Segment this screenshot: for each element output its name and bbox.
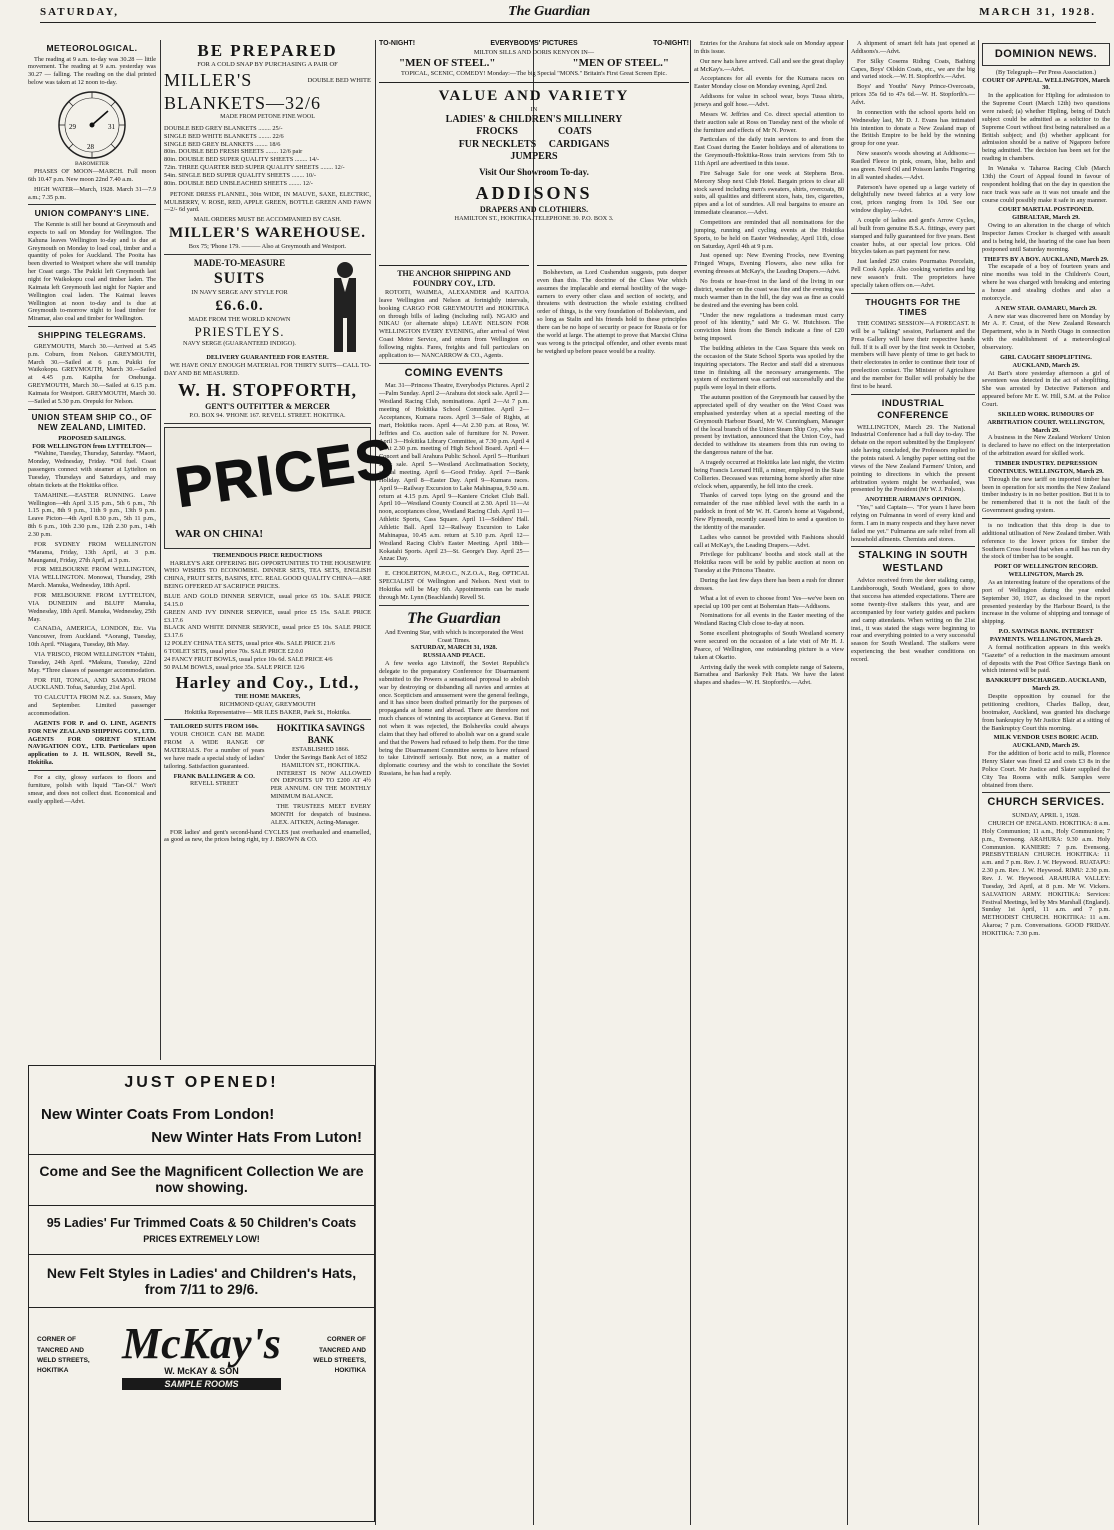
mckay-corner-left: CORNER OF TANCRED AND WELD STREETS, HOKITIKA [37, 1336, 90, 1375]
blanket-list [164, 125, 371, 188]
milk-heading: MILK VENDOR USES BORIC ACID. AUCKLAND, March 29. [993, 734, 1099, 750]
visit-showroom: Visit Our Showroom To-day. [479, 166, 589, 177]
list-item: 50 PALM BOWLS, usual price 35s. SALE PRICE 12/6 [164, 663, 305, 671]
millers-sub: DOUBLE BED WHITE [307, 76, 371, 84]
list-item: DOUBLE BED GREY BLANKETS ........ 25/- [164, 124, 283, 132]
news-item: For Silky Cosems Riding Coats, Bathing Capes, Boys' Oilskin Coats, etc., we are the big and varied stock.—W. H. Stopforth's.—Advt. [851, 57, 975, 81]
column-local-news [694, 40, 844, 1525]
news-item: Acceptances for all events for the Kumara races on Easter Monday close on Monday evening, April 2nd. [694, 75, 844, 91]
savings-bank-interest: INTEREST IS NOW ALLOWED ON DEPOSITS UP TO £200 AT 4½ PER ANNUM. ON THE MONTHLY MINIMUM BALANCE. [270, 769, 371, 801]
shipping-telegrams-heading: SHIPPING TELEGRAMS. [37, 330, 147, 341]
harley-rep: Hokitika Representative— MR ILES BAKER, Park St., Hokitika. [184, 708, 351, 716]
come-and-see: Come and See the Magnificent Collection We are now showing. [39, 1163, 364, 1195]
news-item: A shipment of smart felt hats just opened at Addisons's.—Advt. [851, 40, 975, 55]
column-rule [690, 40, 691, 1525]
column-rule [160, 40, 161, 1060]
news-item: Just landed 250 crates Pourmatus Porcelain, Pell Cook Apple. Also cooking varieties and big new season's fruit. The proprietors have specially taken offers on.—Advt. [851, 258, 975, 289]
harley-address: RICHMOND QUAY, GREYMOUTH [219, 700, 316, 708]
high-water: HIGH WATER—March, 1928. March 31—7.9 a.m.; 7.35 p.m. [28, 185, 156, 201]
millers-warehouse: MILLER'S WAREHOUSE. [168, 225, 367, 242]
svg-text:31: 31 [108, 123, 115, 132]
news-item: Arriving daily the week with complete range of Sateens, Barrathea and Barkesky Felt Hats. We have the latest shapes and shades—W. H. Stopforth's.—Advt. [694, 663, 844, 687]
savings-bank-trustees: THE TRUSTEES MEET EVERY MONTH for despatch of business. ALEX. AITKEN, Acting-Manager. [270, 802, 371, 826]
suits-line-3: IN NAVY SERGE ANY STYLE FOR [191, 289, 288, 297]
moon-phases: PHASES OF MOON—MARCH. Full moon 6th 10.47 p.m. New moon 22nd 7.40 a.m. [28, 167, 156, 183]
anchor-heading: THE ANCHOR SHIPPING AND FOUNDRY COY., LTD. [397, 269, 511, 288]
value-and-variety: VALUE AND VARIETY [438, 88, 630, 105]
for-wellington: FOR WELLINGTON from LYTTELTON— [32, 442, 152, 450]
shoplifting-text: At Bart's store yesterday afternoon a girl of seventeen was detected in the act of shoplifting. She was arrested by Detective Patterson and appeared before Mr E. W. Hill, S.M. at the Police Court. [982, 369, 1110, 408]
prepared-sub: FOR A COLD SNAP BY PURCHASING A PAIR OF [197, 61, 338, 69]
drapers-clothiers: DRAPERS AND CLOTHIERS. [479, 204, 589, 214]
gentleman-figure-icon [319, 258, 371, 354]
skilled-text: A business in the New Zealand Workers' Union is declared to have no effect on the interpretation of the arbitration award for skilled work. [982, 434, 1110, 458]
dominion-heading: DOMINION NEWS. [994, 48, 1098, 60]
prices-graphic [164, 425, 399, 549]
skilled-heading: SKILLED WORK. RUMOURS OF ARBITRATION COURT. WELLINGTON, March 29. [987, 410, 1105, 434]
news-item: Competitors are reminded that all nominations for the jumping, running and cycling events at the Hokitika Sports, to be held on Easter Wednesday, April 11th, close on Saturday, April 4th at 9 p.m. [694, 219, 844, 250]
savings-text: A formal notification appears in this week's "Gazette" of a reduction in the maximum amount of deposits with the Post Office Savings Bank on which interest will be paid. [982, 643, 1110, 675]
news-item: During the last few days there has been a rush for dinner dresses. [694, 577, 844, 592]
news-item: A tragedy occurred at Hokitika late last night, the victim being Francis Leonard Hill, a miner, employed in the State Collieries. Deceased was returning home shortly after nine o'clock when, apparently, he fell into the creek. [694, 458, 844, 490]
optician-text: E. CHOLERTON, M.P.O.C., N.Z.O.A., Reg. OPTICAL SPECIALIST Of Wellington and Nelson. Next visit to Hokitika will be May 6th. Appointments can be made through Mr. Lynn (Beachlands) Revell St. [379, 570, 529, 601]
list-item: 6 TOILET SETS, usual price 70s. SALE PRICE £2.0.0 [164, 648, 304, 656]
stalking-heading: STALKING IN SOUTH WESTLAND [858, 550, 968, 574]
news-item: "Under the new regulations a tradesman must carry proof of his identity," said Mr G. W. Hutchison. The conviction hints from the Bench indicate a fine of £20 being imposed. [694, 311, 844, 343]
frisco-text: VIA 'FRISCO, FROM WELLINGTON *Tahiti, Tuesday, 24th April. *Makura, Tuesday, 22nd May. *Three classes of passenger accommodation. [28, 651, 156, 674]
news-item: New season's woods showing at Addisons:—Rastled Fleece in pink, cream, blue, helio and sea green. Nerd Oil and Poisson lambs Fingering in all wanted shades.—Advt. [851, 150, 975, 181]
column-rule [375, 40, 376, 1525]
pictures-cast: MILTON SILLS AND DORIS KENYON IN— [473, 48, 595, 56]
frocks-coats: FROCKS COATS [476, 126, 592, 138]
news-item: Our new hats have arrived. Call and see the great display at McKay's.—Advt. [694, 57, 844, 73]
harley-intro: HARLEY'S ARE OFFERING BIG OPPORTUNITIES TO THE HOUSEWIFE WHO WISHES TO ECONOMISE. DINNER SETS, TEA SETS, ENGLISH CHINA, FRUIT SETS, BASINS, ETC. REAL GOOD QUALITY CHINA—ARE BEING OFFERED AT SACRIFICE PRICES. [164, 559, 371, 591]
thoughts-text: THE COMING SESSION—A FORECAST. It will be a "talking" session, Parliament and the Press Gallery will have their respective hands full. If it is all over by the first week in October, members will have plenty of time to get back to their electorates in order to continue their tour of preelection contact. The Minister of Agriculture and the member for Buller will probably be the first to be heard. [851, 320, 975, 390]
list-item: 54in. SINGLE BED SUPER QUALITY SHEETS ........ 10/- [164, 172, 316, 180]
column-rule [847, 40, 848, 1525]
mckays-advertisement [28, 1065, 375, 1522]
shipping-telegrams-text: GREYMOUTH, March 30.—Arrived at 5.45 p.m. Coburn, from Nelson. GREYMOUTH, March 30.—Sailed at 6 p.m. Pukiki for Waikokopu. GREYMOUTH, March 30.—Sailed at 4.45 p.m. Kaipiha for Onehunga. GREYMOUTH, March 30.—Sailed at 6.15 p.m. Kaimata for Westport. GREYMOUTH, March 30.—Sailed at 5.30 p.m. Orepuki for Nelson. [28, 342, 156, 405]
masthead-title: The Guardian [508, 4, 591, 19]
svg-text:29: 29 [69, 123, 76, 132]
guardian-sub: And Evening Star, with which is incorporated the West Coast Times. [384, 628, 524, 644]
ballinger-name: FRANK BALLINGER & CO. [173, 772, 255, 780]
men-of-steel-right: "MEN OF STEEL." [572, 56, 669, 69]
list-item: SINGLE BED GREY BLANKETS ........ 18/6 [164, 140, 281, 148]
suits-line-4: MADE FROM THE WORLD KNOWN [188, 315, 291, 323]
news-item: Ladies who cannot be provided with Fashions should call at McKay's, the Leading Drapers.—Advt. [694, 533, 844, 549]
sample-rooms: SAMPLE ROOMS [122, 1378, 281, 1390]
war-on-china: WAR ON CHINA! [175, 527, 263, 540]
thefts-heading: THEFTS BY A BOY. AUCKLAND, March 29. [983, 255, 1109, 263]
new-felt-styles: New Felt Styles in Ladies' and Children's Hats, from 7/11 to 29/6. [46, 1265, 357, 1297]
blankets-price: BLANKETS—32/6 [164, 92, 321, 113]
airman-heading: ANOTHER AIRMAN'S OPINION. [865, 496, 961, 504]
racing-text: In Wanaka v. Taharoa Racing Club (March 13th) the Court of Appeal found in favour of respondent holding that on the day in question the race track was safe as it was not unsafe and the course could possibly make it safe in any manner. [982, 165, 1110, 204]
suits-line-2: SUITS [213, 270, 266, 288]
calcutta-text: TO CALCUTTA FROM N.Z. s.s. Sussex, May and September. Limited passenger accommodation. [28, 694, 156, 718]
martial-heading: COURT MARTIAL POSTPONED. GIBRALTAR, March 29. [998, 206, 1094, 222]
mckay-logo: McKay's [122, 1319, 281, 1368]
industrial-text: WELLINGTON, March 29. The National Industrial Conference had a full day to-day. The debate on the report submitted by the Employers' side having concluded, the Professors replied to the points raised. A lengthy paper setting out the views of the New Zealand Farmers' Union, and pointing to directions in which the present arbitration system might be overhauled, was presented by the President (Mr W. J. Polson). [851, 423, 975, 494]
church-text: CHURCH OF ENGLAND. HOKITIKA: 8 a.m. Holy Communion; 11 a.m., Holy Communion; 7 p.m., Evensong. ARAHURA: 9.30 a.m. Holy Communion. KANIERE: 7 p.m. Evensong. PRESBYTERIAN CHURCH. HOKITIKA: 11 a.m. and 7 p.m. Rev. J. W. Heywood. RUATAPU: 2.30 p.m. Rev. J. W. Heywood. RIMU: 2.30 p.m. Rev. J. W. Heywood. ARAHURA VALLEY: Tuesday, 3rd April, at 8 p.m. Mr W. Vickers. SALVATION ARMY. HOKITIKA: Services: Festival Meetings, led by Mrs Marshall (England). Sunday 1st April, 11 a.m. and 7 p.m. METHODIST CHURCH. HOKITIKA: 11 a.m. Akaroa; 7 p.m. Conversations. GOOD FRIDAY. HOKITIKA: 7.30 p.m. [982, 819, 1110, 938]
bankrupt-text: Despite opposition by counsel for the petitioning creditors, Charles Ballop, dear, bootmaker, Auckland, was granted his discharge from bankruptcy by Mr Justice Blair at a sitting of the Bankruptcy Court this morning. [982, 693, 1110, 732]
dominion-sub: (By Telegraph—Per Press Association.) [995, 68, 1097, 76]
ladies-childrens-millinery: LADIES' & CHILDREN'S MILLINERY [445, 113, 623, 125]
mckay-logo-sub: W. McKAY & SON [164, 1366, 239, 1376]
uss-text: *Wahine, Tuesday, Thursday, Saturday. *Maori, Monday, Wednesday, Friday. *Oil fuel. Coast passengers connect with steamer at Lyttelton on Tuesday, Thursdays and Saturdays, and may obtain tickets at the Hokitika office. [28, 450, 156, 489]
news-item: A couple of ladies and gent's Arrow Cycles, all built from genuine B.S.A. fittings, every part stamped and fully guaranteed for five years. Best coaster hubs, at our special low prices. Old bicycles taken as part payment for new. [851, 217, 975, 256]
agents-text: AGENTS FOR P. and O. LINE, AGENTS FOR NEW ZEALAND SHIPPING COY., LTD. AGENTS FOR ORIENT STEAM NAVIGATION COY., LTD. Particulars upon application to J. H. WILSON, Revell St., Hokitika. [28, 719, 156, 767]
news-item: Entries for the Arahura fat stock sale on Monday appear in this issue. [694, 40, 844, 55]
new-star-text: A new star was discovered here on Monday by Mr A. F. Crust, of the New Zealand Research Department, who is in North Otago in connection with the establishment of a meteorological observatory. [982, 312, 1110, 351]
industrial-heading: INDUSTRIAL CONFERENCE [877, 397, 949, 421]
meteorological-heading: METEOROLOGICAL. [46, 43, 138, 53]
suits-line-7: WE HAVE ONLY ENOUGH MATERIAL FOR THIRTY SUITS—CALL TO-DAY AND BE MEASURED. [164, 361, 371, 377]
stalking-text: Advice received from the deer stalking camp, Landsborough, South Westland, goes to show that success has attended expectations. There are some twenty-five stalkers this year, and are accompanied by four variety guides and packers and camp attendants. When writing on the 21st inst., it was stated the stags were beginning to roar and everything pointed to a very successful season for South Westland. The stalkers were experiencing the best weather conditions on record. [851, 577, 975, 663]
polish-text: For a city, glossy surfaces to floors and furniture, polish with liquid "Tan-Ol." Won't smear, and does not collect dust. Economical and easily applied.—Advt. [28, 774, 156, 805]
masthead-date: MARCH 31, 1928. [979, 6, 1096, 18]
column-cinema-addisons [379, 40, 689, 260]
court-heading: COURT OF APPEAL. WELLINGTON, March 30. [982, 76, 1110, 92]
news-item: In connection with the school sports held on Wednesday last, Mr D. J. Evans has intimated his intention to donate a New Zealand map of the British Empire to be held by the winning group for one year. [851, 108, 975, 148]
just-opened: JUST OPENED! [124, 1074, 279, 1091]
dominion-box [982, 43, 1110, 66]
ladies-fur-coats: 95 Ladies' Fur Trimmed Coats & 50 Children's Coats [46, 1216, 357, 1230]
svg-text:28: 28 [87, 143, 94, 152]
column-rule [978, 40, 979, 1525]
jumpers: JUMPERS [510, 151, 558, 163]
timber-heading: TIMBER INDUSTRY. DEPRESSION CONTINUES. WELLINGTON, March 29. [988, 460, 1104, 475]
timber-text: Through the new tariff on imported timber has been in operation for six months the New Zealand timber industry is in no better position. But it is to be remembered that it is not the fault of the Government grading system. [982, 475, 1110, 515]
mail-orders: MAIL ORDERS MUST BE ACCOMPANIED BY CASH. [193, 216, 342, 224]
warehouse-sub: Box 75; 'Phone 179. ——— Also at Greymouth and Westport. [188, 242, 347, 250]
fiji-text: FOR FIJI, TONGA, AND SAMOA FROM AUCKLAND. Tofua, Saturday, 21st April. [28, 676, 156, 692]
news-item: Thanks of carved tops lying on the ground and the remainder of the ruse nibbled level with the earth in a paddock in front of Mr W. H. Caron's home at Vagabond, New Plymouth, recently caused him to send a question to the identity of the marauder. [694, 492, 844, 531]
proposed-sailings: PROPOSED SAILINGS. [58, 434, 126, 442]
choice-text: YOUR CHOICE CAN BE MADE FROM A WIDE RANGE OF MATERIALS. For a number of years we have made a special study of ladies' tailoring. Satisfaction guaranteed. [164, 731, 265, 770]
suits-line-1: MADE-TO-MEASURE [193, 257, 286, 268]
news-item: Nominations for all events in the Easter meeting of the Westland Racing Club close to-day at noon. [694, 612, 844, 628]
news-item: Messrs W. Jeffries and Co. direct special attention to their auction sale at Ross on Tuesday next of the whole of the furniture and effects of Mr N. Power. [694, 110, 844, 134]
port-heading: PORT OF WELLINGTON RECORD. WELLINGTON, March 29. [994, 563, 1098, 579]
stopforth-sub: GENT'S OUTFITTER & MERCER [205, 401, 330, 411]
guardian-date: SATURDAY, MARCH 31, 1928. [410, 644, 498, 652]
ballinger-address: REVELL STREET [189, 780, 239, 788]
news-item: Just opened up: New Evening Frocks, new Evening Fringed Wraps, Evening Flowers, also new silks for evening dresses at McKay's, the Leading Drapers.—Advt. [694, 252, 844, 276]
column-dominion-news [982, 40, 1110, 1525]
coming-events-list: Mar. 31—Princess Theatre, Everybodys Pictures. April 2—Palm Sunday. April 2—Arahura dot stock sale. April 2—Westland Racing Club, nominations. April 2—At 7 p.m. meeting of Hokitika School Committee. April 2—Acceptances, Kumara races. April 3—Sale of Rights, at mart, Hokitika races. April 4—At 2.30 p.m. at Ross, W. Jeffries and Co. auction sale of furniture for N. Power. April 3—Hokitika Library Committee, at 7.30 p.m. April 4—At 2.30 p.m. meeting of High School Board. April 4—Concert and ball Arahura Public School. April 5—Hurihuri stock sale. April 5—Westland Acclimatisation Society, annual meeting. April 6—Good Friday. April 7—Bank Holiday. April 8—Easter Day. April 9—Kumara races. April 9—Railway Excursion to Lake Mahinapua, 9.50 a.m. return at 4.15 p.m. April 9—Kaniere Cricket Club Ball. April 10—Westland County Council at 2.30. April 11—At noon, acceptances close, Westland Racing Club. April 11—Athletic Sports, Cass Square. April 11—Soldiers' Hall. Athletic Ball. April 12—Railway Excursion to Lake Mahinapua, 10.45 a.m. return at 5.10 p.m. April 12—Westland Racing Club's Easter Meeting. April 18th—Kokatahi Sports. April 23—St. George's Day. April 25—Anzac Day. [379, 382, 529, 563]
list-item: 80in. DOUBLE BED FRESH SHEETS ........ 12/6 pair [164, 148, 303, 156]
suits-price: £6.6.0. [215, 297, 264, 314]
news-item: Addisons for value in school wear, boys Tussa shirts, jerseys and golf hose.—Advt. [694, 93, 844, 109]
column-editorial [537, 265, 687, 1525]
value-in: IN [530, 105, 538, 113]
flannel-text: PETONE DRESS FLANNEL, 30in WIDE, IN MAUVE, SAXE, ELECTRIC, MULBERRY, V. ROSE, RED, APPLE GREEN, BOTTLE GREEN AND FAWN—2/- 6d yard. [164, 190, 371, 214]
coming-events-heading: COMING EVENTS [404, 366, 504, 379]
price-reductions: TREMENDOUS PRICE REDUCTIONS [212, 551, 323, 559]
list-item: 80in. DOUBLE BED SUPER QUALITY SHEETS ........ 14/- [164, 156, 320, 164]
news-item: Privilege for publicans' booths and stock stall at the Hokitika races will be sold by public auction at noon on Tuesday at the Princess Theatre. [694, 551, 844, 575]
addisons-address: HAMILTON ST., HOKITIKA. TELEPHONE 39. P.O. BOX 3. [454, 214, 614, 222]
canada-text: CANADA, AMERICA, LONDON, Etc. Via Vancouver, from Auckland. *Aorangi, Tuesday, 10th April. *Niagara, Tuesday, 8th May. [28, 625, 156, 649]
china-sets-list [164, 593, 371, 672]
stopforth-address: P.O. BOX 94. 'PHONE 167. REVELL STREET. HOKITIKA. [189, 411, 346, 419]
met-text: The reading at 9 a.m. to-day was 30.28 — little movement. The reading at 9 a.m. yesterday was 30.27 — falling. The reading on the dial printed below was taken at 12 noon to-day. [28, 55, 156, 87]
news-item: The building athletes in the Cass Square this week on the occasion of the State School Sports was spoiled by the inquiring spectators. The Rector and staff did a strenuous time in finishing all the necessary arrangements. The system of excitement was carried out successfully and the pupils were loyal in their efforts. [694, 344, 844, 392]
priestleys: PRIESTLEYS. [194, 323, 285, 339]
column-rule [533, 40, 534, 1525]
melbourne-text-1: FOR MELBOURNE FROM WELLINGTON, VIA WELLINGTON. Monowai, Thursday, 29th March. Manuka, Wednesday, 18th April. [28, 566, 156, 590]
list-item: 24 FANCY FRUIT BOWLS, usual price 10s 6d. SALE PRICE 4/6 [164, 655, 333, 663]
list-item: 72in. THREE QUARTER BED SUPER QUALITY SHEETS ........ 12/- [164, 164, 345, 172]
pictures-sub: TOPICAL, SCENIC, COMEDY! Monday:—The big Special "MONS." Britain's First Great Screen Epic. [401, 70, 667, 78]
tamahine-text: TAMAHINE.—EASTER RUNNING. Leave Wellington—4th April 3.15 p.m., 5th 6 p.m., 7th 1.15 p.m., 8th 9 p.m., 11th 9 p.m., 13th 9 p.m. Leave Picton—4th April 8.30 p.m., 5th 11 p.m., 8th 6 p.m., 10th 2.30 p.m., 12th 2.30 p.m., 14th 2.30 p.m. [28, 491, 156, 538]
martial-text: Owing to an alteration in the charge of which Inspector James Crocker is charged with assault and is being held, the hearing of the case has been postponed until Saturday morning. [982, 222, 1110, 253]
union-steam-ship-heading: UNION STEAM SHIP CO., OF NEW ZEALAND, LIMITED. [31, 412, 153, 432]
tailored-suits: TAILORED SUITS FROM 160s. [169, 723, 259, 731]
new-star-heading: A NEW STAR. OAMARU, March 29. [995, 304, 1097, 312]
thefts-text: The escapade of a boy of fourteen years and nine months was told in the Children's Court, where he was charged with breaking and entering a house and stealing clothes and also a motorcycle. [982, 263, 1110, 302]
list-item: BLACK AND WHITE DINNER SERVICE, usual price £5 10s. SALE PRICE £3.17.6 [164, 624, 371, 640]
list-item: 80in. DOUBLE BED UNBLEACHED SHEETS ........ 12/- [164, 179, 313, 187]
port-text: As an interesting feature of the operations of the port of Wellington during the year ended September 30, 1927, as disclosed in the report presented yesterday by the Harbour Board, is the increase in the volume of shipping and tonnage of shipping. [982, 579, 1110, 626]
masthead-day: SATURDAY, [40, 6, 120, 18]
fur-cardigans: FUR NECKLETS CARDIGANS [458, 138, 610, 150]
news-item: No frosts or hoar-frost in the land of the living in our district, weather on the coast was fine and the evening was much warmer than in the hill, the day was as fine as could be desired and the evening has been cold. [694, 278, 844, 309]
thoughts-heading: THOUGHTS FOR THE TIMES [865, 296, 961, 318]
milk-text: For the addition of boric acid to milk, Florence Henry Slater was fined £2 and costs £3 8s in the Police Court. Mr Justice and Slater supplied the City Tea Rooms with milk. Samples were obtained from there. [982, 750, 1110, 789]
list-item: SINGLE BED WHITE BLANKETS ........ 22/6 [164, 132, 284, 140]
barometer-dial-icon [56, 89, 128, 161]
news-item: Paterson's have opened up a large variety of delightfully new tweed fabrics at a very low cost, prices ranging from 1s 10d. See our window display.—Advt. [851, 183, 975, 215]
cycles-text: FOR ladies' and gent's second-hand CYCLES just overhauled and enamelled, as good as new, the prices being right, try J. BROWN & CO. [164, 828, 371, 844]
tonight-right: TO-NIGHT! [652, 40, 689, 47]
melbourne-text-2: FOR MELBOURNE FROM LYTTELTON, VIA DUNEDIN and BLUFF Manuka, Wednesday, 18th April. Manuka, Wednesday, 25th May. [28, 592, 156, 623]
prices-low: PRICES EXTREMELY LOW! [143, 1234, 260, 1244]
church-services-heading: CHURCH SERVICES. [987, 796, 1105, 809]
russia-heading: RUSSIA AND PEACE. [422, 652, 486, 660]
editorial-continued: Bolshevism, as Lord Cushendun suggests, puts deeper even than this. The doctrine of the Class War which assumes the implacable and eternal hostility of the wage-earners to every other class and section of society, and threatens with destruction the whole existing civilised order of things, is the very foundation of Bolshevism, and so long as Stalin and his friends hold to these principles there can be no hope of security or peace for Russia or for the world at large. The attempt to prove that Marxist China was wrong is the principal offender, and other events must be weighed up before peace would be a reality. [537, 269, 687, 355]
russia-text: A few weeks ago Litvinoff, the Soviet Republic's delegate to the preparatory Conference for Disarmament submitted to the Powers a sensational proposal to abolish war by destroying or disbanding all navies and armies at once. Scepticism and amusement were the general feelings, and it has since been drafted primarily for the purposes of propaganda at home and abroad. There are therefore not much chances of winning its acceptance at Geneva. But if not when it was rejected, the Bolsheviks could always claim that they had offered to abolish war on a grand scale and that the Powers had refused to help them. For the time being the Disarmament Committee seems to have refused to take Litvinoff seriously. But now, as a matter of diplomatic courtesy and the wish to conciliate the Soviet Russians, he has had a reply. [379, 660, 529, 778]
stopforth-name: W. H. STOPFORTH, [178, 380, 357, 401]
savings-bank-est: ESTABLISHED 1866. [291, 745, 350, 753]
masthead [40, 2, 1096, 23]
mckay-corner-right: CORNER OF TANCRED AND WELD STREETS, HOKITIKA [313, 1336, 366, 1375]
be-prepared: BE PREPARED [197, 41, 338, 60]
bankrupt-heading: BANKRUPT DISCHARGED. AUCKLAND, March 29. [985, 677, 1107, 693]
everybodys-pictures: EVERYBODYS' PICTURES [490, 40, 578, 47]
suits-line-5: NAVY SERGE (GUARANTEED INDIGO). [183, 339, 296, 347]
news-item: What a lot of even to choose from! Yes—we've been on special up 100 per cent at Bohemian Hats—Addisons. [694, 594, 844, 610]
savings-heading: P.O. SAVINGS BANK. INTEREST PAYMENTS. WELLINGTON, March 29. [989, 628, 1103, 644]
savings-bank-act: Under the Savings Bank Act of 1852 HAMILTON ST., HOKITIKA. [274, 753, 368, 769]
list-item: GREEN AND IVY DINNER SERVICE, usual price £5 15s. SALE PRICE £3.17.6 [164, 608, 371, 624]
church-date: SUNDAY, APRIL 1, 1928. [1012, 812, 1080, 820]
harley-sub: THE HOME MAKERS, [234, 692, 301, 700]
new-winter-coats: New Winter Coats From London! [41, 1106, 275, 1123]
news-item: The autumn position of the Greymouth bar caused by the appreciated spell of dry weather on the West Coast was emphasised yesterday when at a special meeting of the Greymouth Harbour Board, Mr W. Cunningham, Manager of the local branch of the Union Steam Ship Coy., who was present by invitation, announced that the Union Coy., had decided to withdraw its steamers from this run owing to the dangerous nature of the bar. [694, 394, 844, 457]
union-line-heading: UNION COMPANY'S LINE. [34, 208, 150, 219]
barometer-label: BAROMETER [75, 161, 109, 168]
airman-text: "Yes," said Captain—. "For years I have been relying on Fulmanna in word of every kind and form. I am in many respects and they have never failed me yet." Fulmanna are safe relief from all household ailments. Chemists and stores. [851, 504, 975, 543]
millers-name: MILLER'S [164, 70, 253, 91]
union-line-text: The Kennie is still her bound at Greymouth and expects to sail on Monday for Wellington. The Kahuna leaves Wellington to-day and is due at Greymouth on Monday to load coal, timber and a quantity of poles for Auckland. The Pooita has been diverted to Westport where she will tranship her Coast cargo. The Pukiki left Greymouth last night for Waikokopu coal and timber laden. The Kaimata left Greymouth last night for Napier and Wellington coal laden. The Kaimai leaves Wellington at noon to-day and is due at Greymouth to-morrow night to load timber for Miramar, also coal and timber for Wellington. [28, 221, 156, 323]
suits-line-6: DELIVERY GUARANTEED FOR EASTER. [206, 353, 329, 361]
guardian-title: The Guardian [407, 609, 501, 627]
list-item: 12 POLEY CHINA TEA SETS, usual price 40s. SALE PRICE 21/6 [164, 640, 335, 648]
sydney-text: FOR SYDNEY FROM WELLINGTON *Marama, Friday, 13th April, at 3 p.m. Maunganui, Friday, 27th April, at 3 p.m. [28, 540, 156, 564]
court-text: In the application for Hipling for admission to the Supreme Court (March 12th) two questions were raised; (a) whether Hipling, being of Dutch subject could be admitted as a solicitor to the Supreme Court without first being naturalised as a British subject; and (b) whether applicant for admission should be a native of Ngaporo before being admitted. The decision has been set for the reading in chambers. [982, 92, 1110, 163]
news-item: Fire Salvage Sale for one week at Stephens Bros. Mercery Shop next Club Hotel. Bargain prices to clear all stock saved including men's sweaters, shirts, overcoats, 80 suits, all qualities and different sizes, hats, ties, cigarettes, pipes and a lot of sundries. All real bargains to ensure an immediate clearance.—Advt. [694, 169, 844, 217]
savings-bank-title: HOKITIKA SAVINGS BANK [276, 723, 365, 745]
column-news-2 [851, 40, 975, 1525]
harley-name: Harley and Coy., Ltd., [175, 672, 360, 692]
news-item: Some excellent photographs of South Westland scenery were secured on the occasion of a late visit of Mr H. J. Pearce, of Wellington, one outstanding picture is a view taken at Okarito. [694, 630, 844, 661]
column-anchor-events [379, 265, 529, 1525]
anchor-text: ROTOITI, WAIMEA, ALEXANDER and KAITOA leave Wellington and Nelson at fortnightly intervals, booking CARGO FOR GREYMOUTH and HOKITIKA on through bills of lading (including rail). NGAIO and NIKAU (or alternate ships) LEAVE NELSON FOR WELLINGTON EVERY EVENING, after arrival of West Coast Motor Service, and return from Wellington on following nights. Fares, freights and full particulars on application to— NANCARROW & CO., Agents. [379, 289, 529, 359]
new-winter-hats: New Winter Hats From Luton! [151, 1129, 362, 1146]
timber-continued: is no indication that this drop is due to additional utilisation of New Zealand timber. With reference to the lower prices for timber the Southern Cross found that when a mill has run dry the stock of timber has to be sought. [982, 522, 1110, 561]
list-item: BLUE AND GOLD DINNER SERVICE, usual price 65 10s. SALE PRICE £4.15.0 [164, 593, 371, 608]
news-item: Boys' and Youths' Navy Prince-Overcoats, prices 35s 6d to 47s 6d.—W. H. Stopforth's.—Advt. [851, 83, 975, 107]
shoplifting-heading: GIRL CAUGHT SHOPLIFTING. AUCKLAND, March 29. [1000, 353, 1092, 369]
prices-word: PRICES [171, 425, 399, 519]
addisons-name: ADDISONS [475, 183, 593, 204]
men-of-steel-left: "MEN OF STEEL." [399, 56, 496, 69]
blankets-sub: MADE FROM PETONE FINE WOOL [220, 114, 315, 121]
tonight-left: TO-NIGHT! [379, 40, 416, 47]
column-shipping [28, 40, 156, 1060]
news-item: Particulars of the daily train services to and from the East Coast during the Easter holidays and of alterations to the Greymouth-Hokitika-Ross train services from 5th to 11th April are advertised in this issue. [694, 136, 844, 168]
